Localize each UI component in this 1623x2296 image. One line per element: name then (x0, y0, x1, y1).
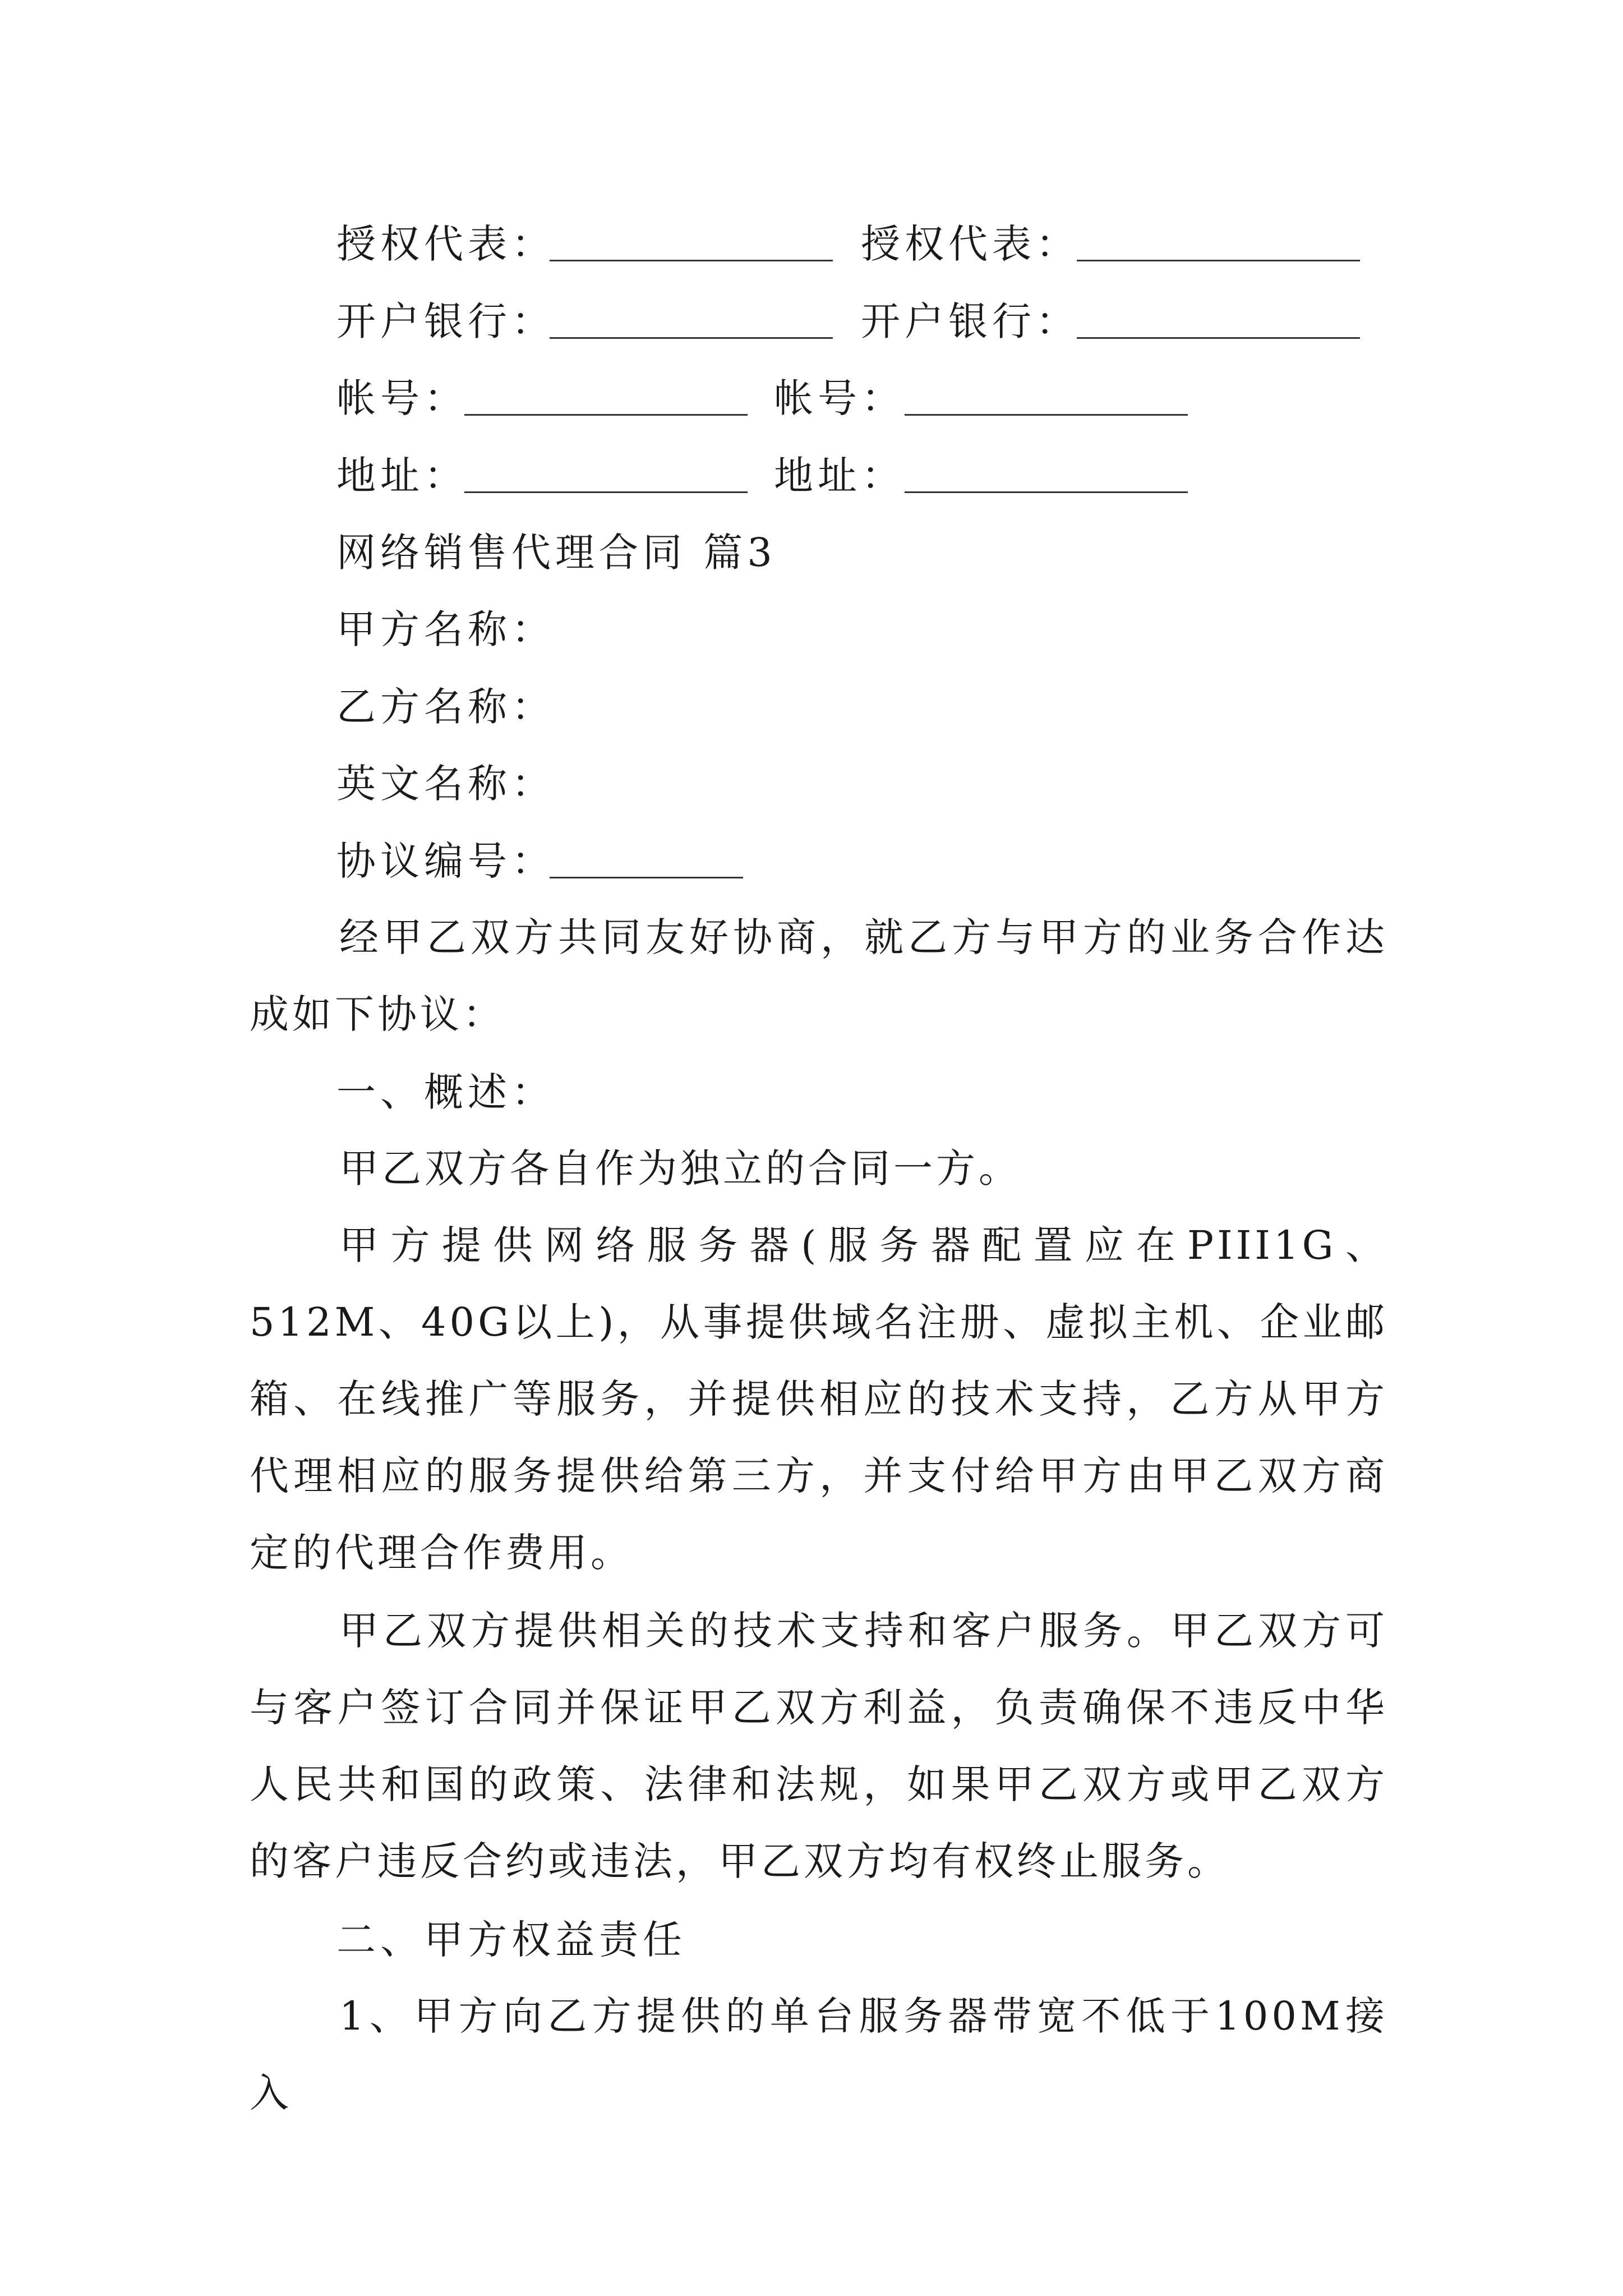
party-a-name: 甲方名称： (336, 606, 555, 652)
signature-row-account (336, 370, 1402, 426)
party-b-name: 乙方名称： (336, 684, 555, 730)
right-label: 授权代表： (861, 221, 1080, 267)
intro-paragraph: 经甲乙双方共同友好协商，就乙方与甲方的业务合作达成如下协议： (250, 914, 1388, 1037)
right-blank-line (1077, 260, 1360, 261)
agreement-number-blank (550, 877, 743, 878)
left-label: 帐号： (336, 375, 468, 421)
left-blank-line (550, 337, 833, 339)
paragraph-services: 甲方提供网络服务器(服务器配置应在PIII1G、512M、40G以上)，从事提供域名注册、虚拟主机、企业邮箱、在线推广等服务，并提供相应的技术支持，乙方从甲方代理相应的服务提供给第三方，并支付给甲方由甲乙双方商定的代理合作费用。 (250, 1222, 1388, 1576)
section-title: 网络销售代理合同 篇3 (336, 530, 777, 576)
signature-row-address (336, 448, 1402, 504)
heading-overview: 一、概述： (336, 1069, 555, 1115)
paragraph-independent-parties: 甲乙双方各自作为独立的合同一方。 (339, 1145, 1021, 1191)
left-label: 授权代表： (336, 221, 555, 267)
signature-row-bank (336, 293, 1402, 349)
left-blank-line (550, 260, 833, 261)
right-label: 开户银行： (861, 298, 1080, 344)
right-label: 地址： (774, 453, 905, 499)
left-blank-line (464, 414, 748, 416)
right-blank-line (1077, 337, 1360, 339)
paragraph-support: 甲乙双方提供相关的技术支持和客户服务。甲乙双方可与客户签订合同并保证甲乙双方利益，负责确保不违反中华人民共和国的政策、法律和法规，如果甲乙双方或甲乙双方的客户违反合约或违法，甲乙双方均有权终止服务。 (250, 1608, 1388, 1884)
right-label: 帐号： (774, 375, 905, 421)
left-label: 地址： (336, 453, 468, 499)
agreement-number-label: 协议编号： (336, 838, 555, 884)
right-blank-line (905, 491, 1188, 493)
english-name: 英文名称： (336, 761, 555, 807)
heading-party-a-rights: 二、甲方权益责任 (336, 1917, 686, 1963)
signature-row-representative (336, 216, 1402, 272)
left-blank-line (464, 491, 748, 493)
left-label: 开户银行： (336, 298, 555, 344)
right-blank-line (905, 414, 1188, 416)
paragraph-bandwidth: 1、甲方向乙方提供的单台服务器带宽不低于100M接入 (250, 1993, 1388, 2116)
agreement-number-row (336, 833, 841, 889)
